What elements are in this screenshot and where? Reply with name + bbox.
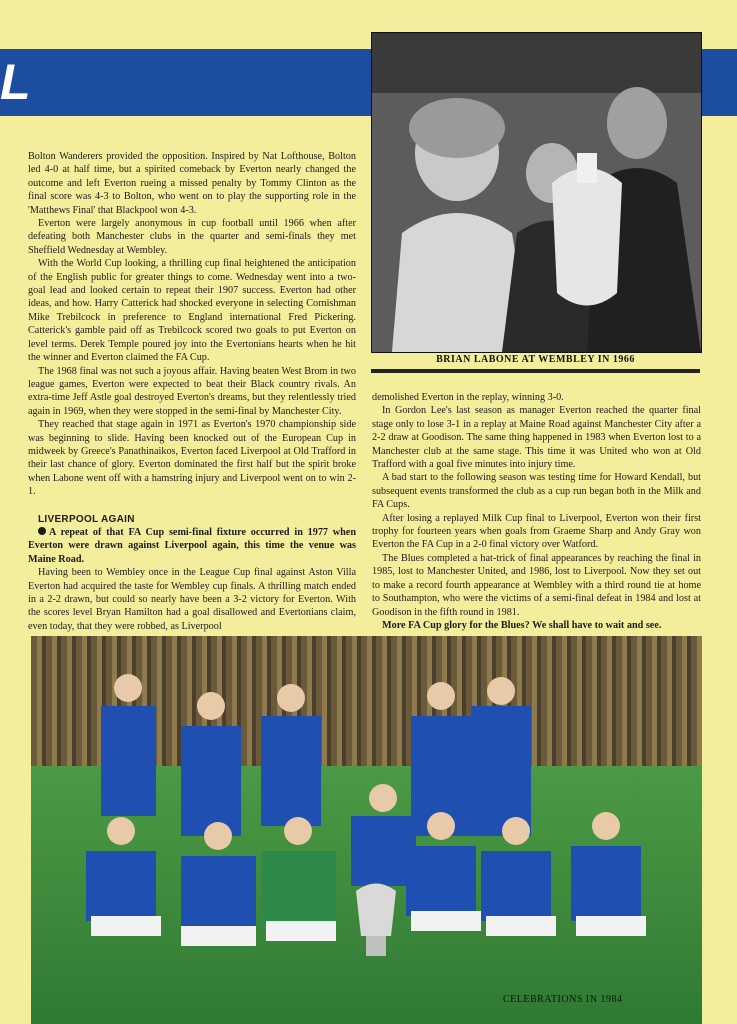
paragraph: The Blues completed a hat-trick of final appearances by reaching the final in 1985, lost to Manchester United, and 1986, lost to Liverpool. Now they set out to make a record fourth appearance at Wembley with a third round tie at home to Southampton, who were the victims of a semi-final defeat in 1984 and lost at Goodison in the fifth round in 1981. [372,552,701,618]
players-illustration [31,636,702,1024]
paragraph: After losing a replayed Milk Cup final to Liverpool, Everton won their first trophy for fourteen years when goals from Graeme Sharp and Andy Gray won Everton the FA Cup in a 2-0 final victory over Watford. [372,512,701,551]
photo-labone-illustration [372,33,701,352]
paragraph: Having been to Wembley once in the League Cup final against Aston Villa Everton had acquired the taste for Wembley cup finals. A thrilling match ended in a 2-2 drawn, but could so nearly have been a 3-2 victory for Everton. With the scores level Bryan Hamilton had a goal disallowed and Evertonians claim, even today, that they were robbed, as Liverpool [28,567,356,632]
paragraph: Bolton Wanderers provided the opposition. Inspired by Nat Lofthouse, Bolton led 4-0 at half time, but a spirited comeback by Everton nearly changed the outcome and left Everton rueing a missed penalty by Tommy Clinton as the final score was 4-3 to Bolton, who went on to play the supporting role in the 'Matthews Final' that Blackpool won 4-3. [28,151,356,216]
paragraph: Everton were largely anonymous in cup football until 1966 when after defeating both Manchester clubs in the quarter and semi-finals they met Sheffield Wednesday at Wembley. [28,218,356,256]
paragraph: In Gordon Lee's last season as manager Everton reached the quarter final stage only to lose 3-1 in a replay at Maine Road against Manchester City after a 2-2 draw at Goodison. The same thing happened in 1983 when Everton lost to a Manchester club at the same stage. This time it was United who won at Old Trafford with a goal five minutes into injury time. [372,405,701,471]
article-column-left-bottom [28,513,356,633]
header-band-letter: L [0,54,31,110]
photo-top-caption: BRIAN LABONE AT WEMBLEY IN 1966 [436,354,635,365]
paragraph: A bad start to the following season was testing time for Howard Kendall, but subsequent events transformed the club as a cup run began both in the Milk and FA Cups. [372,472,701,511]
paragraph: demolished Everton in the replay, winning 3-0. [372,392,564,403]
section-lede [28,526,356,566]
closing-line: More FA Cup glory for the Blues? We shall have to wait and see. [382,619,662,631]
article-column-right [372,391,701,632]
paragraph: They reached that stage again in 1971 as Everton's 1970 championship side was beginning to slide. Having been knocked out of the European Cup in midweek by Greece's Panathinaikos, Everton faced Liverpool at Old Trafford in their last chance of glory. Everton dominated the first half but the spirit broke when Labone went off with a hamstring injury and Liverpool went on to win 2-1. [28,419,356,498]
section-lede-text: A repeat of that FA Cup semi-final fixture occurred in 1977 when Everton were drawn against Liverpool again, this time the venue was Maine Road. [28,527,356,565]
section-heading: LIVERPOOL AGAIN [38,514,135,525]
bullet-icon [38,527,46,535]
paragraph: With the World Cup looking, a thrilling cup final heightened the anticipation of the English public for greater things to come. Wednesday went into a two-goal lead and looked certain to repeat their 1907 success. Everton had other ideas, and how. Harry Catterick had shocked everyone in selecting Cornishman Mike Trebilcock in preference to England international Fred Pickering. Catterick's gamble paid off as Trebilcock scored two goals to put Everton on level terms. Derek Temple poured joy into the Evertonians hearts when he hit the winner and Everton claimed the FA Cup. [28,258,356,364]
article-column-left-top [28,150,356,499]
caption-rule [371,369,700,373]
paragraph: The 1968 final was not such a joyous affair. Having beaten West Brom in two league games, Everton were expected to beat their Black country rivals. An extra-time Jeff Astle goal destroyed Everton's dreams, but they relentlessly tried again in 1969, when they were stopped in the semi-final by Manchester City. [28,365,356,417]
photo-labone-1966 [371,32,702,353]
photo-celebrations-1984 [31,636,702,1024]
photo-bottom-caption: CELEBRATIONS IN 1984 [503,994,623,1005]
